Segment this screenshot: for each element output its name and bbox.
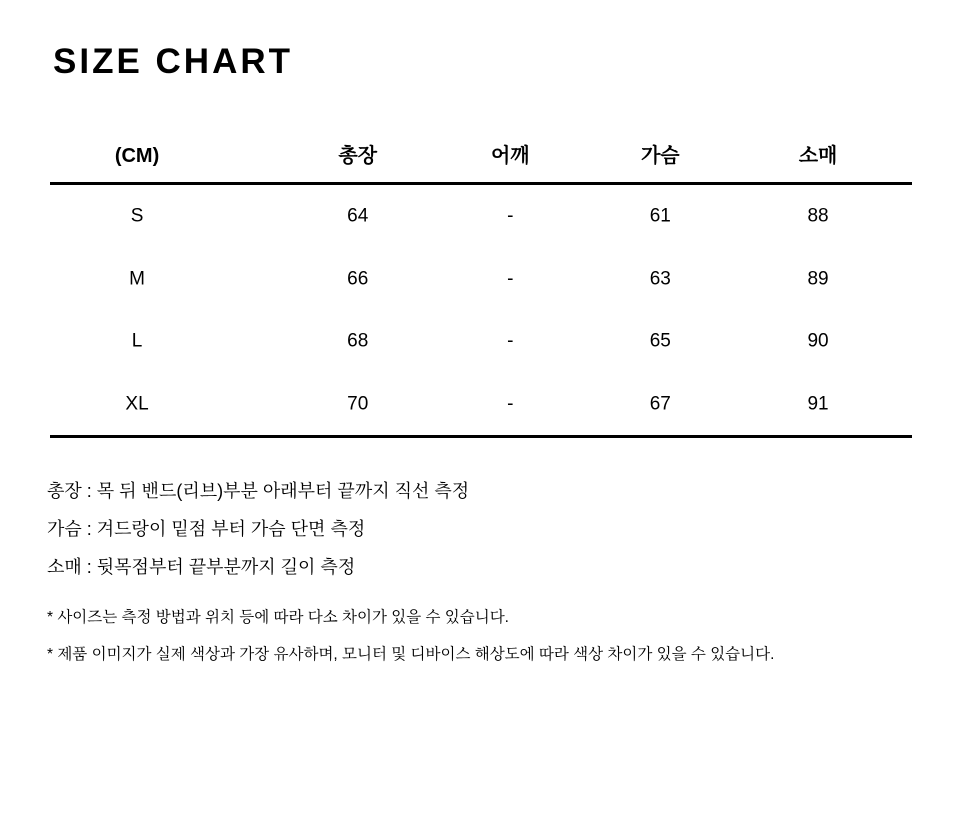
shoulder-value: - [507, 393, 514, 415]
sleeve-value: 90 [807, 330, 829, 352]
column-header-shoulder: 어깨 [490, 145, 530, 167]
chest-value: 63 [649, 268, 671, 290]
size-label: S [130, 205, 144, 227]
size-table [50, 130, 912, 438]
disclaimer-color-variance: * 제품 이미지가 실제 색상과 가장 유사하며, 모니터 및 디바이스 해상도에 따라 색상 차이가 있을 수 있습니다. [47, 646, 775, 663]
chest-value: 67 [649, 393, 671, 415]
column-header-unit: (CM) [114, 145, 160, 167]
sleeve-value: 89 [807, 268, 829, 290]
column-header-chest: 가슴 [640, 145, 680, 167]
total-length-value: 68 [347, 330, 369, 352]
column-header-sleeve: 소매 [798, 145, 838, 167]
size-label: L [131, 330, 143, 352]
column-header-total-length: 총장 [338, 145, 378, 167]
size-label: M [129, 268, 145, 290]
table-row-xl [50, 373, 912, 436]
disclaimer-notes [47, 599, 774, 673]
definition-total-length: 총장 : 목 뒤 밴드(리브)부분 아래부터 끝까지 직선 측정 [47, 481, 470, 501]
definition-sleeve: 소매 : 뒷목점부터 끝부분까지 길이 측정 [47, 557, 356, 577]
size-table-header-row [50, 130, 912, 185]
measurement-definitions [47, 472, 469, 586]
size-table-body [50, 185, 912, 438]
total-length-value: 66 [347, 268, 369, 290]
sleeve-value: 91 [807, 393, 829, 415]
page-title: SIZE CHART [53, 42, 293, 81]
shoulder-value: - [507, 205, 514, 227]
chest-value: 65 [649, 330, 671, 352]
sleeve-value: 88 [807, 205, 829, 227]
chest-value: 61 [649, 205, 671, 227]
table-row-m [50, 248, 912, 311]
table-row-l [50, 310, 912, 373]
size-label: XL [125, 393, 149, 415]
shoulder-value: - [507, 268, 514, 290]
disclaimer-size-variance: * 사이즈는 측정 방법과 위치 등에 따라 다소 차이가 있을 수 있습니다. [47, 609, 509, 626]
total-length-value: 64 [347, 205, 369, 227]
definition-chest: 가슴 : 겨드랑이 밑점 부터 가슴 단면 측정 [47, 519, 366, 539]
shoulder-value: - [507, 330, 514, 352]
total-length-value: 70 [347, 393, 369, 415]
table-row-s [50, 185, 912, 248]
